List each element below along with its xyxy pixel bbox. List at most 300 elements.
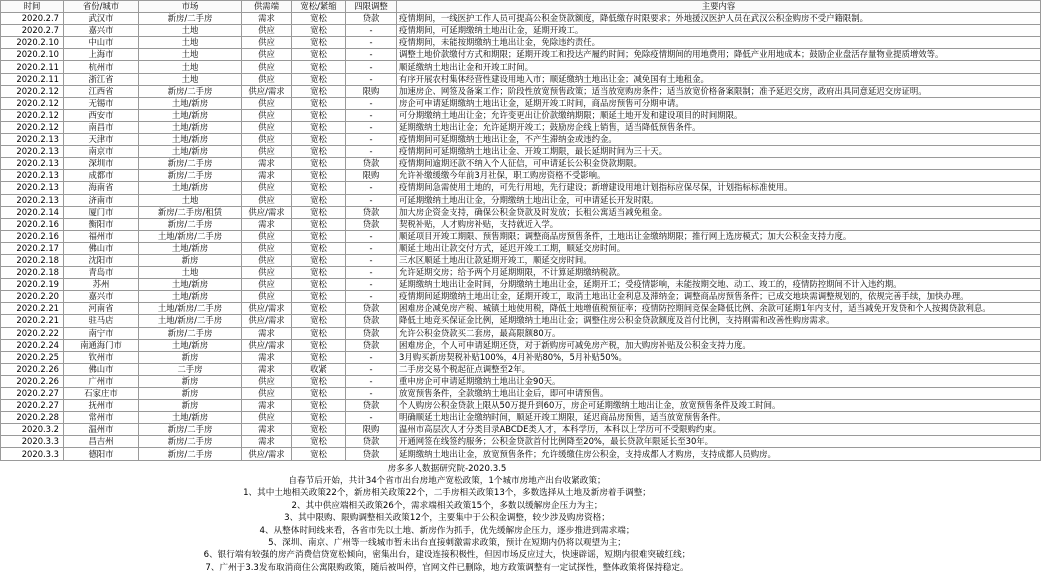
- cell-loose-tight: 宽松: [292, 254, 346, 266]
- cell-loose-tight: 宽松: [292, 424, 346, 436]
- cell-four-limits: 限购: [346, 170, 397, 182]
- cell-loose-tight: 宽松: [292, 206, 346, 218]
- cell-four-limits: -: [346, 242, 397, 254]
- cell-four-limits: -: [346, 363, 397, 375]
- cell-market: 新房: [139, 400, 242, 412]
- cell-city: 海南省: [64, 182, 139, 194]
- table-row: [1, 230, 1041, 242]
- cell-city: 佛山市: [64, 363, 139, 375]
- cell-four-limits: -: [346, 375, 397, 387]
- cell-loose-tight: 宽松: [292, 315, 346, 327]
- header-four-limits: 四限调整: [346, 1, 397, 13]
- cell-city: 抚州市: [64, 400, 139, 412]
- cell-city: 上海市: [64, 49, 139, 61]
- table-row: [1, 61, 1041, 73]
- cell-loose-tight: 宽松: [292, 37, 346, 49]
- cell-market: 新房/二手房: [139, 13, 242, 25]
- cell-market: 土地/新房/二手房: [139, 303, 242, 315]
- cell-time: 2020.2.7: [1, 25, 64, 37]
- cell-city: 南通海门市: [64, 339, 139, 351]
- table-row: [1, 327, 1041, 339]
- cell-supply-demand: 供应: [242, 230, 292, 242]
- cell-market: 土地/新房: [139, 97, 242, 109]
- cell-loose-tight: 宽松: [292, 158, 346, 170]
- cell-loose-tight: 宽松: [292, 242, 346, 254]
- cell-four-limits: 贷款: [346, 303, 397, 315]
- header-row: [1, 1, 1041, 13]
- cell-supply-demand: 供应: [242, 194, 292, 206]
- cell-four-limits: 贷款: [346, 436, 397, 448]
- cell-four-limits: -: [346, 194, 397, 206]
- cell-time: 2020.2.11: [1, 73, 64, 85]
- cell-supply-demand: 供应: [242, 121, 292, 133]
- cell-supply-demand: 供应: [242, 375, 292, 387]
- header-main-content: 主要内容: [397, 1, 1041, 13]
- table-row: [1, 13, 1041, 25]
- cell-supply-demand: 需求: [242, 363, 292, 375]
- cell-market: 土地: [139, 61, 242, 73]
- header-city: 省份/城市: [64, 1, 139, 13]
- cell-supply-demand: 需求: [242, 424, 292, 436]
- cell-time: 2020.2.16: [1, 218, 64, 230]
- cell-four-limits: -: [346, 73, 397, 85]
- cell-city: 深圳市: [64, 158, 139, 170]
- cell-main-content: 调整土地价款缴付方式和期限；延期开竣工和投达产履约时间；免除疫情期间的用地费用；降低产业用地成本；鼓励企业盘活存量物业提质增效等。: [397, 49, 1041, 61]
- cell-four-limits: -: [346, 267, 397, 279]
- cell-main-content: 疫情期间，未能按期缴纳土地出让金，免除违约责任。: [397, 37, 1041, 49]
- cell-four-limits: 贷款: [346, 158, 397, 170]
- cell-time: 2020.2.18: [1, 267, 64, 279]
- cell-city: 驻马店: [64, 315, 139, 327]
- cell-four-limits: -: [346, 230, 397, 242]
- cell-city: 福州市: [64, 230, 139, 242]
- cell-four-limits: 贷款: [346, 13, 397, 25]
- cell-loose-tight: 宽松: [292, 412, 346, 424]
- table-row: [1, 218, 1041, 230]
- cell-city: 南昌市: [64, 121, 139, 133]
- cell-loose-tight: 宽松: [292, 25, 346, 37]
- cell-supply-demand: 供应: [242, 37, 292, 49]
- cell-city: 浙江省: [64, 73, 139, 85]
- cell-market: 新房/二手房: [139, 170, 242, 182]
- cell-supply-demand: 供应: [242, 61, 292, 73]
- cell-time: 2020.2.13: [1, 194, 64, 206]
- cell-city: 嘉兴市: [64, 25, 139, 37]
- cell-supply-demand: 供应: [242, 291, 292, 303]
- cell-time: 2020.2.26: [1, 363, 64, 375]
- cell-time: 2020.2.20: [1, 291, 64, 303]
- cell-main-content: 加速房企、网签及备案工作；阶段性放宽预售政策；适当放宽购房条件；适当放宽价格备案限制；准予延迟交房，政府出具同意延迟交房证明。: [397, 85, 1041, 97]
- cell-main-content: 明确顺延土地出让金缴纳时间，顺延开竣工期限，延迟商品房预售，适当放宽预售条件。: [397, 412, 1041, 424]
- cell-loose-tight: 宽松: [292, 279, 346, 291]
- cell-loose-tight: 宽松: [292, 182, 346, 194]
- cell-main-content: 疫情期间可延期缴纳土地出让金、开竣工期限，最长延期时间为三十天。: [397, 146, 1041, 158]
- cell-market: 土地: [139, 37, 242, 49]
- cell-loose-tight: 宽松: [292, 97, 346, 109]
- cell-market: 新房/二手房/租赁: [139, 206, 242, 218]
- table-row: [1, 267, 1041, 279]
- cell-loose-tight: 宽松: [292, 121, 346, 133]
- cell-city: 佛山市: [64, 242, 139, 254]
- cell-four-limits: 贷款: [346, 448, 397, 460]
- cell-city: 杭州市: [64, 61, 139, 73]
- summary-title: 房多多人数据研究院-2020.3.5: [387, 463, 507, 474]
- table-row: [1, 448, 1041, 460]
- table-row: [1, 37, 1041, 49]
- cell-supply-demand: 供应: [242, 182, 292, 194]
- cell-market: 新房/二手房: [139, 218, 242, 230]
- cell-time: 2020.2.12: [1, 109, 64, 121]
- table-row: [1, 424, 1041, 436]
- cell-supply-demand: 供应/需求: [242, 339, 292, 351]
- cell-loose-tight: 宽松: [292, 230, 346, 242]
- cell-time: 2020.2.21: [1, 303, 64, 315]
- cell-city: 德阳市: [64, 448, 139, 460]
- cell-supply-demand: 供应/需求: [242, 315, 292, 327]
- cell-loose-tight: 宽松: [292, 400, 346, 412]
- cell-city: 南京市: [64, 146, 139, 158]
- table-row: [1, 170, 1041, 182]
- cell-city: 武汉市: [64, 13, 139, 25]
- cell-loose-tight: 宽松: [292, 351, 346, 363]
- cell-main-content: 顺延缴纳土地出让金和开竣工时间。: [397, 61, 1041, 73]
- cell-time: 2020.2.27: [1, 388, 64, 400]
- cell-loose-tight: 宽松: [292, 448, 346, 460]
- cell-market: 土地: [139, 25, 242, 37]
- cell-supply-demand: 供应: [242, 134, 292, 146]
- cell-time: 2020.2.26: [1, 375, 64, 387]
- cell-loose-tight: 收紧: [292, 363, 346, 375]
- cell-loose-tight: 宽松: [292, 436, 346, 448]
- cell-main-content: 延期缴纳土地出让金，放宽预售条件；允许缓缴住房公积金，支持成都人才购房，支持成都人员购房。: [397, 448, 1041, 460]
- table-row: [1, 121, 1041, 133]
- cell-supply-demand: 供应/需求: [242, 85, 292, 97]
- cell-market: 新房: [139, 388, 242, 400]
- cell-loose-tight: 宽松: [292, 303, 346, 315]
- cell-main-content: 可延期缴纳土地出让金，分期缴纳土地出让金，可申请延长开发时限。: [397, 194, 1041, 206]
- cell-market: 土地/新房/二手房: [139, 230, 242, 242]
- cell-market: 土地/新房: [139, 412, 242, 424]
- table-row: [1, 97, 1041, 109]
- cell-time: 2020.2.24: [1, 339, 64, 351]
- cell-supply-demand: 需求: [242, 351, 292, 363]
- table-row: [1, 134, 1041, 146]
- cell-main-content: 降低土地竞买保证金比例，延期缴纳土地出让金；调整住房公积金贷款额度及首付比例，支持刚需和改善性购房需求。: [397, 315, 1041, 327]
- cell-four-limits: -: [346, 388, 397, 400]
- cell-city: 钦州市: [64, 351, 139, 363]
- cell-time: 2020.2.12: [1, 97, 64, 109]
- table-row: [1, 194, 1041, 206]
- summary-line: 3、其中限购、限购调整相关政策12个，主要集中于公积金调整，较少涉及购房资格；: [284, 513, 610, 524]
- cell-market: 新房/二手房: [139, 424, 242, 436]
- cell-loose-tight: 宽松: [292, 375, 346, 387]
- cell-time: 2020.2.13: [1, 158, 64, 170]
- cell-main-content: 顺延项目开竣工期限、预售期限；调整商品房预售条件，土地出让金缴纳期限；推行网上选房模式；加大公积金支持力度。: [397, 230, 1041, 242]
- table-row: [1, 339, 1041, 351]
- cell-time: 2020.2.13: [1, 170, 64, 182]
- header-supply-demand: 供需端: [242, 1, 292, 13]
- cell-main-content: 疫情期间逾期还款不纳入个人征信，可申请延长公积金贷款期限。: [397, 158, 1041, 170]
- cell-supply-demand: 供应: [242, 242, 292, 254]
- cell-supply-demand: 需求: [242, 170, 292, 182]
- cell-main-content: 温州市高层次人才分类目录ABCDE类人才，本科学历，本科以上学历可不受限购约束。: [397, 424, 1041, 436]
- cell-main-content: 三水区顺延土地出让款延期开竣工，顺延交房时间。: [397, 254, 1041, 266]
- cell-city: 温州市: [64, 424, 139, 436]
- cell-city: 常州市: [64, 412, 139, 424]
- cell-market: 新房/二手房: [139, 436, 242, 448]
- cell-main-content: 疫情期间可延期缴纳土地出让金，不产生滞纳金或违约金。: [397, 134, 1041, 146]
- cell-four-limits: -: [346, 134, 397, 146]
- cell-main-content: 加大房企资金支持，确保公积金贷款及时发放；长租公寓适当减免租金。: [397, 206, 1041, 218]
- summary-line: 4、从整体时间线来看，各省市先以土地、新房作为抓手，优先缓解房企压力，逐步推进到需求端；: [259, 525, 635, 536]
- cell-main-content: 个人购房公积金贷款上限从50万提升到60万，房企可延期缴纳土地出让金，放宽预售条件及竣工时间。: [397, 400, 1041, 412]
- table-body: [1, 13, 1041, 460]
- header-loose-tight: 宽松/紧缩: [292, 1, 346, 13]
- cell-market: 土地/新房/二手房: [139, 315, 242, 327]
- cell-time: 2020.2.13: [1, 146, 64, 158]
- cell-time: 2020.2.13: [1, 134, 64, 146]
- summary-block: [0, 463, 894, 574]
- cell-supply-demand: 需求: [242, 158, 292, 170]
- cell-supply-demand: 供应: [242, 109, 292, 121]
- cell-city: 天津市: [64, 134, 139, 146]
- table-row: [1, 25, 1041, 37]
- cell-city: 嘉兴市: [64, 291, 139, 303]
- table-row: [1, 412, 1041, 424]
- cell-four-limits: -: [346, 351, 397, 363]
- cell-city: 南宁市: [64, 327, 139, 339]
- cell-main-content: 延期缴纳土地出让金时间，分期缴纳土地出让金，延期开工；受疫情影响，未能按期交地、动工、竣工的，疫情防控期间不计入违约期。: [397, 279, 1041, 291]
- table-row: [1, 291, 1041, 303]
- cell-time: 2020.2.28: [1, 412, 64, 424]
- table-row: [1, 375, 1041, 387]
- header-market: 市场: [139, 1, 242, 13]
- cell-loose-tight: 宽松: [292, 267, 346, 279]
- cell-market: 新房/二手房: [139, 327, 242, 339]
- cell-market: 土地: [139, 267, 242, 279]
- cell-market: 土地/新房: [139, 182, 242, 194]
- table-row: [1, 146, 1041, 158]
- cell-time: 2020.2.13: [1, 182, 64, 194]
- cell-main-content: 3月购买新房契税补贴100%，4月补贴80%，5月补贴50%。: [397, 351, 1041, 363]
- cell-four-limits: 贷款: [346, 206, 397, 218]
- cell-main-content: 疫情期间延期缴纳土地出让金，延期开竣工，取消土地出让金利息及滞纳金；调整商品房预售条件；已成交地块需调整规划的，依规完善手续，加快办理。: [397, 291, 1041, 303]
- table-row: [1, 206, 1041, 218]
- cell-time: 2020.2.14: [1, 206, 64, 218]
- cell-city: 青岛市: [64, 267, 139, 279]
- cell-time: 2020.2.10: [1, 49, 64, 61]
- cell-time: 2020.2.12: [1, 121, 64, 133]
- cell-four-limits: -: [346, 254, 397, 266]
- cell-market: 土地/新房: [139, 279, 242, 291]
- cell-city: 沈阳市: [64, 254, 139, 266]
- cell-main-content: 顺延土地出让款交付方式，延迟开竣工工期，顺延交房时间。: [397, 242, 1041, 254]
- cell-supply-demand: 供应: [242, 73, 292, 85]
- table-row: [1, 254, 1041, 266]
- cell-supply-demand: 供应: [242, 279, 292, 291]
- cell-supply-demand: 供应: [242, 49, 292, 61]
- cell-city: 昌吉州: [64, 436, 139, 448]
- cell-four-limits: -: [346, 182, 397, 194]
- cell-time: 2020.2.22: [1, 327, 64, 339]
- cell-time: 2020.2.10: [1, 37, 64, 49]
- cell-four-limits: 贷款: [346, 315, 397, 327]
- summary-line: 自春节后开始，共计34个省市出台房地产宽松政策，1个城市房地产出台收紧政策；: [288, 475, 606, 486]
- cell-supply-demand: 供应: [242, 388, 292, 400]
- cell-market: 土地/新房: [139, 134, 242, 146]
- cell-market: 新房/二手房: [139, 448, 242, 460]
- cell-city: 无锡市: [64, 97, 139, 109]
- summary-line: 7、广州于3.3发布取消商住公寓限购政策，随后被叫停，官网文件已删除，地方政策调整有一定试探性，整体政策将保持稳定。: [205, 562, 689, 573]
- cell-market: 土地: [139, 194, 242, 206]
- cell-city: 厦门市: [64, 206, 139, 218]
- cell-city: 苏州: [64, 279, 139, 291]
- cell-loose-tight: 宽松: [292, 49, 346, 61]
- cell-supply-demand: 供应: [242, 25, 292, 37]
- cell-market: 土地/新房: [139, 291, 242, 303]
- cell-loose-tight: 宽松: [292, 146, 346, 158]
- cell-time: 2020.3.3: [1, 448, 64, 460]
- cell-main-content: 允许补缴缓缴今年前3月社保，职工购房资格不受影响。: [397, 170, 1041, 182]
- cell-market: 新房: [139, 254, 242, 266]
- cell-time: 2020.3.3: [1, 436, 64, 448]
- cell-city: 成都市: [64, 170, 139, 182]
- cell-loose-tight: 宽松: [292, 109, 346, 121]
- cell-main-content: 开通网签在线签约服务；公积金贷款首付比例降至20%，最长贷款年限延长至30年。: [397, 436, 1041, 448]
- summary-line: 2、其中供应端相关政策26个，需求端相关政策15个，多数以缓解房企压力为主；: [291, 500, 603, 511]
- cell-time: 2020.2.19: [1, 279, 64, 291]
- table-row: [1, 182, 1041, 194]
- cell-city: 济南市: [64, 194, 139, 206]
- cell-supply-demand: 需求: [242, 13, 292, 25]
- cell-main-content: 有序开展农村集体经营性建设用地入市；顺延缴纳土地出让金；减免国有土地租金。: [397, 73, 1041, 85]
- table-row: [1, 303, 1041, 315]
- cell-supply-demand: 供应: [242, 267, 292, 279]
- cell-main-content: 允许延期交房；给予两个月延期期限，不计算延期缴纳税款。: [397, 267, 1041, 279]
- cell-supply-demand: 供应: [242, 412, 292, 424]
- cell-main-content: 疫情期间，可延期缴纳土地出让金，延期开竣工。: [397, 25, 1041, 37]
- cell-main-content: 放宽预售条件，全款缴纳土地出让金后，即可申请预售。: [397, 388, 1041, 400]
- cell-supply-demand: 供应: [242, 146, 292, 158]
- cell-market: 土地/新房: [139, 339, 242, 351]
- cell-supply-demand: 需求: [242, 436, 292, 448]
- table-row: [1, 351, 1041, 363]
- cell-market: 土地: [139, 73, 242, 85]
- cell-supply-demand: 供应: [242, 97, 292, 109]
- cell-time: 2020.2.27: [1, 400, 64, 412]
- cell-four-limits: -: [346, 61, 397, 73]
- cell-market: 土地/新房: [139, 109, 242, 121]
- cell-time: 2020.2.11: [1, 61, 64, 73]
- cell-four-limits: -: [346, 49, 397, 61]
- cell-supply-demand: 供应/需求: [242, 448, 292, 460]
- cell-main-content: 允许公积金贷款买二套房，最高限额80万。: [397, 327, 1041, 339]
- cell-market: 土地/新房: [139, 121, 242, 133]
- cell-city: 广州市: [64, 375, 139, 387]
- summary-lines: [0, 475, 894, 574]
- cell-time: 2020.2.21: [1, 315, 64, 327]
- cell-four-limits: 贷款: [346, 400, 397, 412]
- table-row: [1, 388, 1041, 400]
- cell-loose-tight: 宽松: [292, 339, 346, 351]
- cell-main-content: 可分期缴纳土地出让金；允许变更出让价款缴纳期限；顺延土地开发和建设项目的时间期限。: [397, 109, 1041, 121]
- cell-main-content: 二手房交易个税起征点调整至2年。: [397, 363, 1041, 375]
- cell-loose-tight: 宽松: [292, 291, 346, 303]
- table-row: [1, 109, 1041, 121]
- cell-main-content: 困难房企，个人可申请延期还贷，对于新购房可减免房产税，加大购房补贴及公积金支持力度。: [397, 339, 1041, 351]
- cell-main-content: 疫情期间，一线医护工作人员可提高公积金贷款额度，降低缴存时限要求；外地援汉医护人员在武汉公积金购房不受户籍限制。: [397, 13, 1041, 25]
- table-row: [1, 158, 1041, 170]
- cell-time: 2020.2.25: [1, 351, 64, 363]
- cell-market: 新房: [139, 375, 242, 387]
- table-row: [1, 85, 1041, 97]
- table-row: [1, 315, 1041, 327]
- table-row: [1, 279, 1041, 291]
- cell-four-limits: -: [346, 37, 397, 49]
- cell-main-content: 疫情期间急需使用土地的，可先行用地，先行建设；新增建设用地计划指标应保尽保，计划指标标准使用。: [397, 182, 1041, 194]
- table-row: [1, 242, 1041, 254]
- cell-city: 衡阳市: [64, 218, 139, 230]
- cell-supply-demand: 供应/需求: [242, 206, 292, 218]
- cell-loose-tight: 宽松: [292, 13, 346, 25]
- cell-market: 二手房: [139, 363, 242, 375]
- cell-loose-tight: 宽松: [292, 85, 346, 97]
- cell-market: 土地: [139, 49, 242, 61]
- table-row: [1, 363, 1041, 375]
- cell-city: 中山市: [64, 37, 139, 49]
- cell-main-content: 延期缴纳土地出让金；允许延期开竣工；鼓励房企线上销售，适当降低预售条件。: [397, 121, 1041, 133]
- cell-market: 新房: [139, 351, 242, 363]
- summary-line: 6、银行端有较强的房产消费信贷宽松倾向，密集出台，建设连接积极性，但因市场反应过大，快速辟谣，短期内很难突破红线；: [203, 550, 691, 561]
- cell-loose-tight: 宽松: [292, 134, 346, 146]
- cell-loose-tight: 宽松: [292, 73, 346, 85]
- cell-four-limits: -: [346, 146, 397, 158]
- cell-time: 2020.2.7: [1, 13, 64, 25]
- cell-time: 2020.2.12: [1, 85, 64, 97]
- cell-four-limits: -: [346, 109, 397, 121]
- cell-city: 河南省: [64, 303, 139, 315]
- cell-main-content: 契税补贴，人才购房补贴，支持就近入学。: [397, 218, 1041, 230]
- cell-supply-demand: 需求: [242, 400, 292, 412]
- cell-market: 土地/新房: [139, 146, 242, 158]
- cell-main-content: 重申房企可申请延期缴纳土地出让金90天。: [397, 375, 1041, 387]
- cell-time: 2020.2.17: [1, 242, 64, 254]
- cell-city: 江西省: [64, 85, 139, 97]
- cell-four-limits: -: [346, 25, 397, 37]
- cell-four-limits: 贷款: [346, 339, 397, 351]
- header-time: 时间: [1, 1, 64, 13]
- cell-four-limits: -: [346, 291, 397, 303]
- cell-main-content: 困难房企减免房产税、城镇土地使用税，降低土地增值税预征率；疫情防控期间竞保金降低比例、余款可延期1年内支付，适当减免开发贷和个人按揭贷款利息。: [397, 303, 1041, 315]
- cell-four-limits: 贷款: [346, 327, 397, 339]
- cell-market: 土地/新房: [139, 242, 242, 254]
- cell-loose-tight: 宽松: [292, 327, 346, 339]
- cell-four-limits: -: [346, 97, 397, 109]
- table-row: [1, 436, 1041, 448]
- table-row: [1, 73, 1041, 85]
- table-row: [1, 400, 1041, 412]
- cell-supply-demand: 供应/需求: [242, 303, 292, 315]
- cell-time: 2020.2.18: [1, 254, 64, 266]
- cell-four-limits: -: [346, 121, 397, 133]
- cell-four-limits: 限购: [346, 85, 397, 97]
- table-row: [1, 49, 1041, 61]
- summary-line: 5、深圳、南京、广州等一线城市暂未出台直接刺激需求政策，预计在短期内仍将以观望为主；: [268, 538, 626, 548]
- cell-supply-demand: 需求: [242, 218, 292, 230]
- cell-four-limits: -: [346, 279, 397, 291]
- cell-loose-tight: 宽松: [292, 388, 346, 400]
- cell-loose-tight: 宽松: [292, 218, 346, 230]
